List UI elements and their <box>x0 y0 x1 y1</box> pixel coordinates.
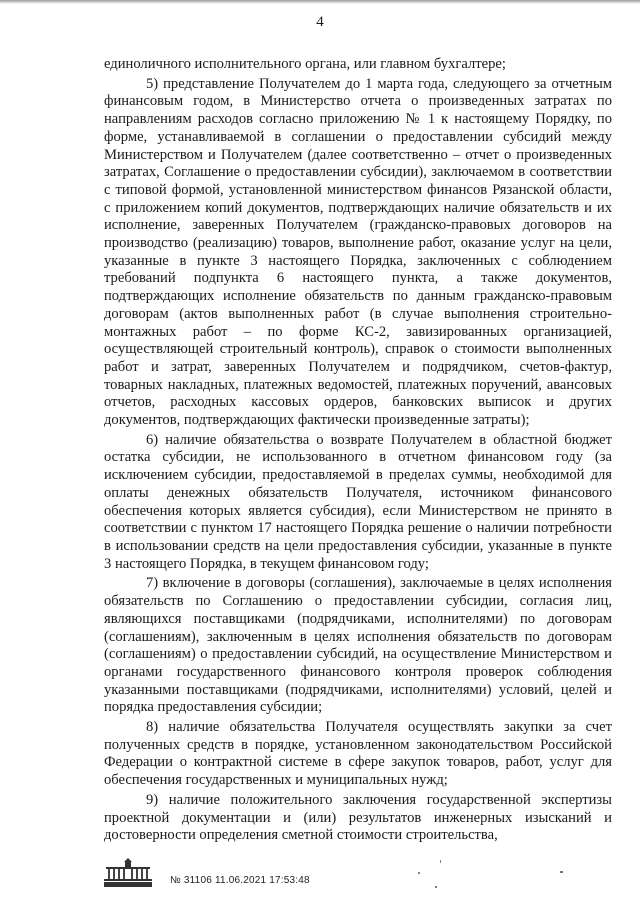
paragraph-item-9: 9) наличие положительного заключения государственной экспертизы проектной документации и (или) результатов инженерных изысканий и достоверности определения сметной стоимости строительства, <box>104 791 612 844</box>
paragraph-item-6: 6) наличие обязательства о возврате Получателем в областной бюджет остатка субсидии, не использованного в отчетном финансовом году (за исключением субсидии, предоставляемой в пределах суммы, необходимой для оплаты денежных обязательств Получателя, источником финансового обеспечения которых является субсидия), если Министерством не принято в соответствии с пунктом 17 настоящего Порядка решение о наличии потребности в использовании средств на цели предоставления субсидии, указанные в пункте 3 настоящего Порядка, в текущем финансовом году; <box>104 431 612 572</box>
scan-edge <box>0 0 640 4</box>
paragraph-continuation: единоличного исполнительного органа, или главном бухгалтере; <box>104 56 506 72</box>
scan-speck <box>435 886 437 888</box>
scan-speck <box>440 860 441 863</box>
government-building-emblem-icon <box>98 856 158 888</box>
scan-speck <box>418 872 420 874</box>
document-registration-stamp: № 31106 11.06.2021 17:53:48 <box>170 875 310 886</box>
paragraph-item-5: 5) представление Получателем до 1 марта года, следующего за отчетным финансовым годом, в Министерство отчета о произведенных затратах по направлениям расходов согласно приложению № 1 к настоящему Порядку, по форме, устанавливаемой в соглашении о предоставлении субсидий между Министерством и Получателем (далее соответственно – отчет о произведенных затратах, Соглашение о предоставлении субсидии), заключаемом в соответствии с типовой формой, установленной министерством финансов Рязанской области, с приложением копий документов, подтверждающих наличие обязательств и их исполнение, заверенных Получателем (гражданско-правовых договоров на производство (реализацию) товаров, выполнение работ, оказание услуг на цели, указанные в пункте 3 настоящего Порядка, заключенных с соблюдением требований подпункта 6 настоящего пункта, а также документов, подтверждающих исполнение обязательств по данным гражданско-правовым договорам (актов выполненных работ (в случае выполнения строительно-монтажных работ – по форме КС-2, завизированных организацией, осуществляющей строительный контроль), справок о стоимости выполненных работ и затрат, заверенных Получателем и подрядчиком, счетов-фактур, товарных накладных, платежных ведомостей, платежных поручений, авансовых отчетов, расходных кассовых ордеров, банковских выписок и других документов, подтверждающих фактически произведенные затраты); <box>104 75 612 429</box>
paragraph-item-8: 8) наличие обязательства Получателя осуществлять закупки за счет полученных средств в порядке, установленном законодательством Российской Федерации о контрактной системе в сфере закупок товаров, работ, услуг для обеспечения государственных и муниципальных нужд; <box>104 719 612 789</box>
scan-speck <box>560 871 563 873</box>
page-number: 4 <box>316 14 324 30</box>
paragraph-item-7: 7) включение в договоры (соглашения), заключаемые в целях исполнения обязательств по Соглашению о предоставлении субсидии, согласия лиц, являющихся поставщиками (подрядчиками, исполнителями) по договорам (соглашениям), заключенным в целях исполнения обязательств по договорам (соглашениям) о предоставлении субсидий, на осуществление Министерством и органами государственного финансового контроля проверок соблюдения указанными поставщиками (подрядчиками, исполнителями) условий, целей и порядка предоставления субсидии; <box>104 575 612 716</box>
document-body <box>104 56 612 847</box>
document-footer <box>98 856 358 896</box>
